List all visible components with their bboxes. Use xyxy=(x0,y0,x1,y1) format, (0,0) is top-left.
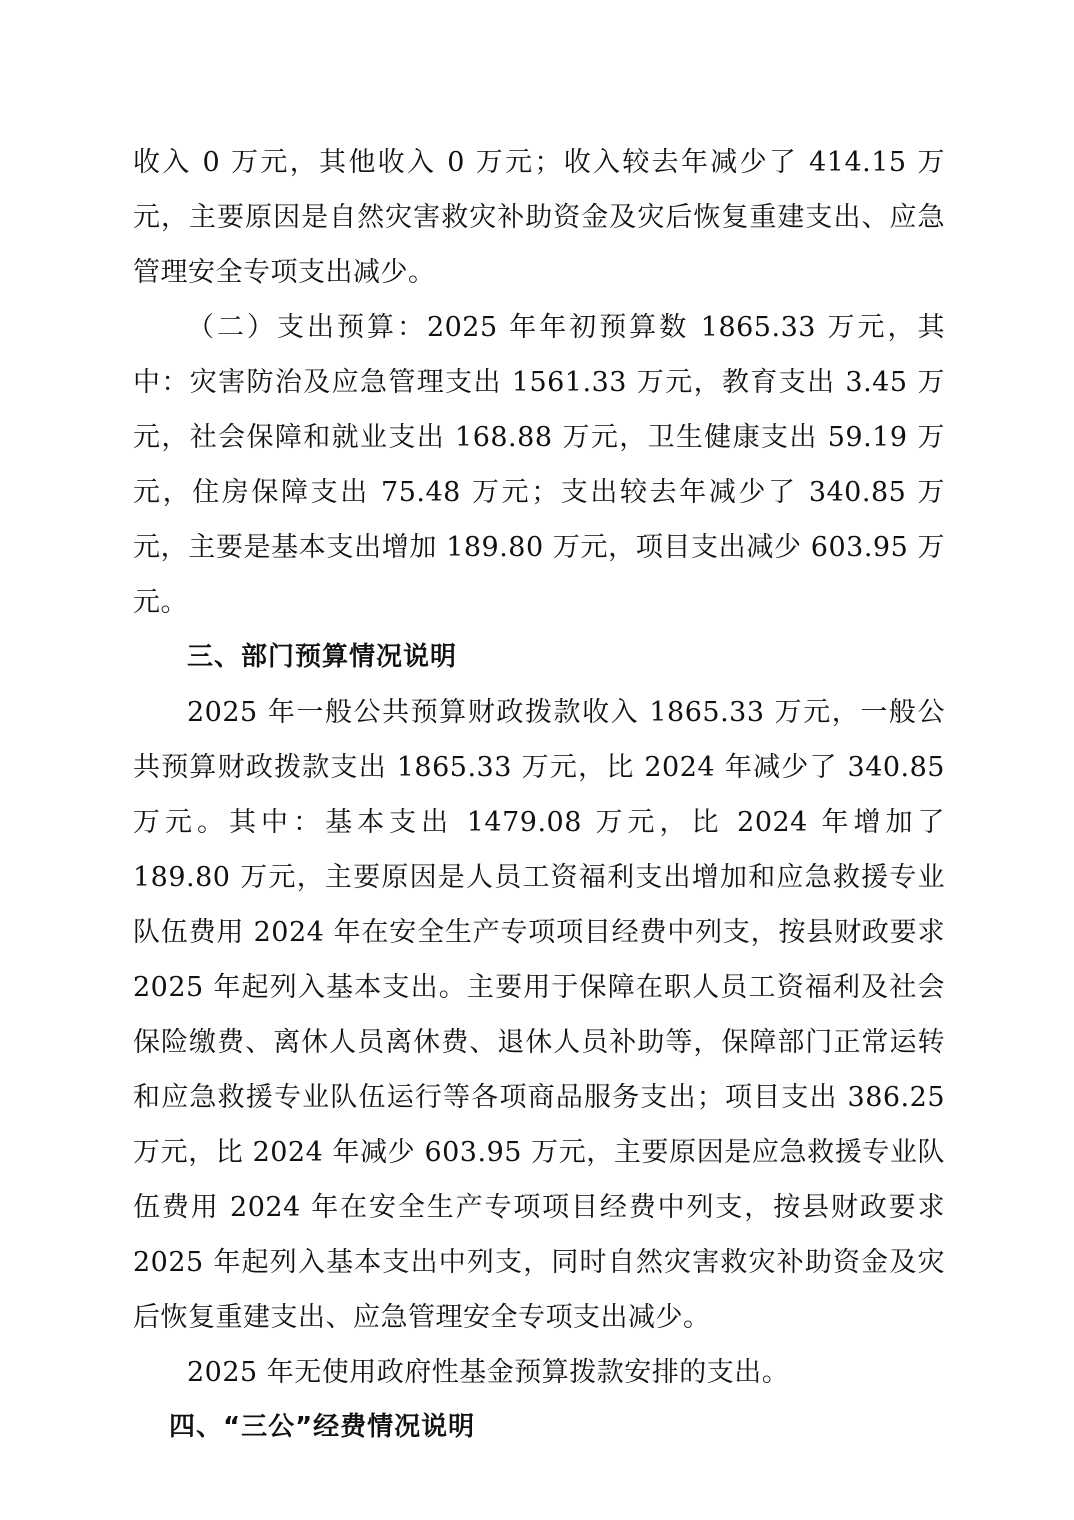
body-text xyxy=(133,135,945,1455)
paragraph-expenditure-budget: （二）支出预算：2025 年年初预算数 1865.33 万元，其中：灾害防治及应急管理支出 1561.33 万元，教育支出 3.45 万元，社会保障和就业支出 168.88 万元，卫生健康支出 59.19 万元，住房保障支出 75.48 万元；支出较去年减少了 340.85 万元，主要是基本支出增加 189.80 万元，项目支出减少 603.95 万元。 xyxy=(133,312,945,618)
section-heading-department-budget: 三、部门预算情况说明 xyxy=(187,642,458,672)
paragraph-general-public-budget: 2025 年一般公共预算财政拨款收入 1865.33 万元，一般公共预算财政拨款支出 1865.33 万元，比 2024 年减少了 340.85 万元。其中：基本支出 1479.08 万元，比 2024 年增加了 189.80 万元，主要原因是人员工资福利支出增加和应急救援专业队伍费用 2024 年在安全生产专项项目经费中列支，按县财政要求 2025 年起列入基本支出。主要用于保障在职人员工资福利及社会保险缴费、离休人员离休费、退休人员补助等，保障部门正常运转和应急救援专业队伍运行等各项商品服务支出；项目支出 386.25 万元，比 2024 年减少 603.95 万元，主要原因是应急救援专业队伍费用 2024 年在安全生产专项项目经费中列支，按县财政要求 2025 年起列入基本支出中列支，同时自然灾害救灾补助资金及灾后恢复重建支出、应急管理安全专项支出减少。 xyxy=(133,697,945,1333)
section-heading-three-public-expenses: 四、“三公”经费情况说明 xyxy=(169,1412,476,1442)
paragraph-income-summary: 收入 0 万元，其他收入 0 万元；收入较去年减少了 414.15 万元，主要原因是自然灾害救灾补助资金及灾后恢复重建支出、应急管理安全专项支出减少。 xyxy=(133,147,945,288)
paragraph-government-fund: 2025 年无使用政府性基金预算拨款安排的支出。 xyxy=(187,1357,790,1388)
